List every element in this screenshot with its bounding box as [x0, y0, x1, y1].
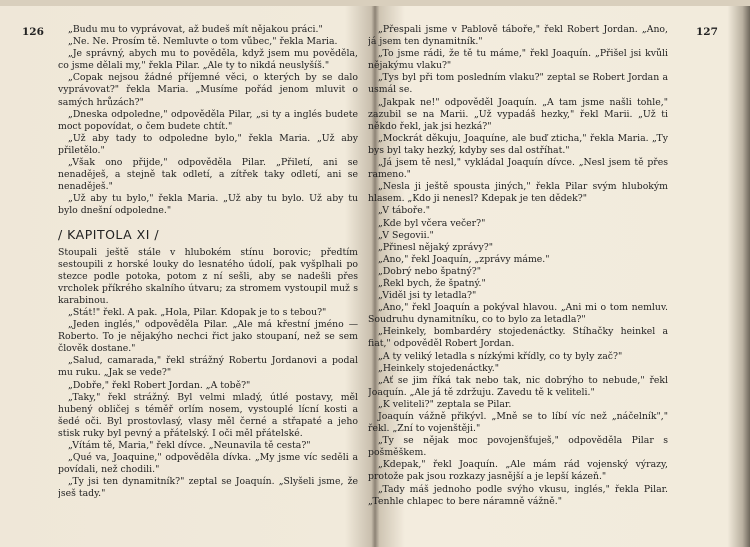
- text-paragraph: „Přespali jsme v Pablově táboře," řekl Robert Jordan. „Ano, já jsem ten dynamitník.": [368, 24, 668, 48]
- text-paragraph: „Dobrý nebo špatný?": [378, 265, 481, 277]
- text-paragraph: „Taky," řekl strážný. Byl velmi mladý, útlé postavy, měl hubený obličej s téměř orlím nosem, vystouplé lícní kosti a šedé oči. Byl prostovlasý, vlasy měl černé a střapaté a jeho stisk ruky byl pevný a přátelský. I oči měl přátelské.: [58, 391, 358, 439]
- text-paragraph: „A ty veliký letadla s nízkými křídly, co ty byly zač?": [378, 350, 623, 362]
- text-paragraph: „Řekl bych, že špatný.": [378, 277, 486, 289]
- right-page-text: [368, 24, 668, 508]
- text-paragraph: „V Segovii.": [378, 229, 434, 241]
- text-paragraph: Joaquín vážně přikývl. „Mně se to líbí víc než „náčelník"," řekl. „Zní to vojenštěji.": [368, 411, 668, 435]
- left-page-number: 126: [22, 26, 44, 38]
- text-paragraph: „Tys byl při tom posledním vlaku?" zeptal se Robert Jordan a usmál se.: [368, 72, 668, 96]
- text-paragraph: „Už aby tady to odpoledne bylo," řekla Maria. „Už aby přiletělo.": [58, 132, 358, 156]
- text-paragraph: „Ano," řekl Joaquín a pokýval hlavou. „Ani mi o tom nemluv. Soudruhu dynamitníku, co to bylo za letadla?": [368, 302, 668, 326]
- right-page-number: 127: [696, 26, 718, 38]
- text-paragraph: „Budu mu to vyprávovat, až budeš mít nějakou práci.": [68, 24, 323, 35]
- text-paragraph: „Vítám tě, Maria," řekl dívce. „Neunavila tě cesta?": [68, 440, 311, 451]
- text-paragraph: „Tady máš jednoho podle svýho vkusu, inglés," řekla Pilar. „Tenhle chlapec to bere náramně vážně.": [368, 483, 668, 507]
- text-paragraph: „Kdepak," řekl Joaquín. „Ale mám rád vojenský výrazy, protože pak jsou rozkazy jasnější a je lepší kázeň.": [368, 459, 668, 483]
- text-paragraph: „Jeden inglés," odpověděla Pilar. „Ale má křestní jméno — Roberto. To je nějakýho nechci řict jako stoupaní, než se sem člověk dostane.": [58, 319, 358, 355]
- text-paragraph: „Přinesl nějaký zprávy?": [378, 241, 494, 253]
- text-paragraph: „Je správný, abych mu to pověděla, když jsem mu pověděla, co jsme dělali my," řekla Pilar. „Ale ty to nikdá neuslyšíš.": [58, 48, 358, 72]
- text-paragraph: Stoupali ještě stále v hlubokém stínu borovic; předtím sestoupili z horské louky do lesnatého údolí, pak vyšplhali po stezce podle potoka, potom z ní sešli, aby se nadešli přes vrcholek příkrého skalního útvaru; za stromem vystoupil muž s karabinou.: [58, 246, 358, 306]
- text-paragraph: „Ať se jim říká tak nebo tak, nic dobrýho to nebude," řekl Joaquín. „Ale já tě zdržuju. Zavedu tě k veliteli.": [368, 374, 668, 398]
- text-paragraph: „Copak nejsou žádné příjemné věci, o kterých by se dalo vyprávovat?" řekla Maria. „Musíme pořád jenom mluvit o samých hrůzách?": [58, 72, 358, 108]
- text-paragraph: „Ne. Ne. Prosím tě. Nemluvte o tom vůbec," řekla Maria.: [68, 36, 338, 48]
- text-paragraph: „Ty jsi ten dynamitník?" zeptal se Joaquín. „Slyšeli jsme, že jseš tady.": [58, 476, 358, 500]
- chapter-paragraphs: [58, 247, 358, 501]
- text-paragraph: „To jsme rádi, že tě tu máme," řekl Joaquín. „Přišel jsi kvůli nějakýmu vlaku?": [368, 48, 668, 72]
- text-paragraph: „Dneska odpoledne," odpověděla Pilar, „si ty a inglés budete moct popovídat, o čem budete chtít.": [58, 108, 358, 132]
- text-paragraph: „Kde byl včera večer?": [378, 217, 486, 229]
- text-paragraph: „Dobře," řekl Robert Jordan. „A tobě?": [68, 379, 251, 391]
- text-paragraph: „Nesla ji ještě spousta jiných," řekla Pilar svým hlubokým hlasem. „Kdo ji nenesl? Kdepak je ten dědek?": [368, 181, 668, 205]
- left-page-text: [58, 24, 358, 500]
- left-paragraphs: [58, 24, 358, 218]
- text-paragraph: „Stát!" řekl. A pak. „Hola, Pilar. Kdopak je to s tebou?": [68, 306, 327, 318]
- text-paragraph: „Jakpak ne!" odpověděl Joaquín. „A tam jsme našli tohle," zazubil se na Marii. „Už vypadáš hezky," řekl Marii. „Už ti někdo řekl, jak jsi hezká?": [368, 96, 668, 132]
- chapter-heading: / KAPITOLA XI /: [58, 226, 160, 242]
- text-paragraph: „Já jsem tě nesl," vykládal Joaquín dívce. „Nesl jsem tě přes rameno.": [368, 157, 668, 181]
- text-paragraph: „Salud, camarada," řekl strážný Robertu Jordanovi a podal mu ruku. „Jak se vede?": [58, 355, 358, 379]
- text-paragraph: „Už aby tu bylo," řekla Maria. „Už aby tu bylo. Už aby tu bylo dnešní odpoledne.": [58, 193, 358, 217]
- text-paragraph: „Viděl jsi ty letadla?": [378, 290, 477, 302]
- text-paragraph: „Mockrát děkuju, Joaquíne, ale buď zticha," řekla Maria. „Ty bys byl taky hezký, kdyby ses dal ostříhat.": [368, 132, 668, 156]
- text-paragraph: „Však ono přijde," odpověděla Pilar. „Přiletí, ani se nenaděješ, a stejně tak odletí, a zítřek taky odletí, ani se nenaděješ.": [58, 157, 358, 193]
- text-paragraph: „V táboře.": [378, 205, 430, 217]
- page-top-edge: [0, 0, 750, 6]
- text-paragraph: „Qué va, Joaquine," odpověděla dívka. „My jsme víc seděli a povídali, než chodili.": [58, 452, 358, 476]
- text-paragraph: „Heinkely, bombardéry stojedenáctky. Stíhačky heinkel a fiat," odpověděl Robert Jordan.: [368, 326, 668, 350]
- text-paragraph: „Ty se nějak moc povojenšťuješ," odpověděla Pilar s pošměškem.: [368, 435, 668, 459]
- text-paragraph: „Ano," řekl Joaquín, „zprávy máme.": [378, 253, 550, 265]
- right-paragraphs: [368, 24, 668, 508]
- text-paragraph: „Heinkely stojedenáctky.": [378, 362, 499, 374]
- text-paragraph: „K veliteli?" zeptala se Pilar.: [378, 398, 512, 410]
